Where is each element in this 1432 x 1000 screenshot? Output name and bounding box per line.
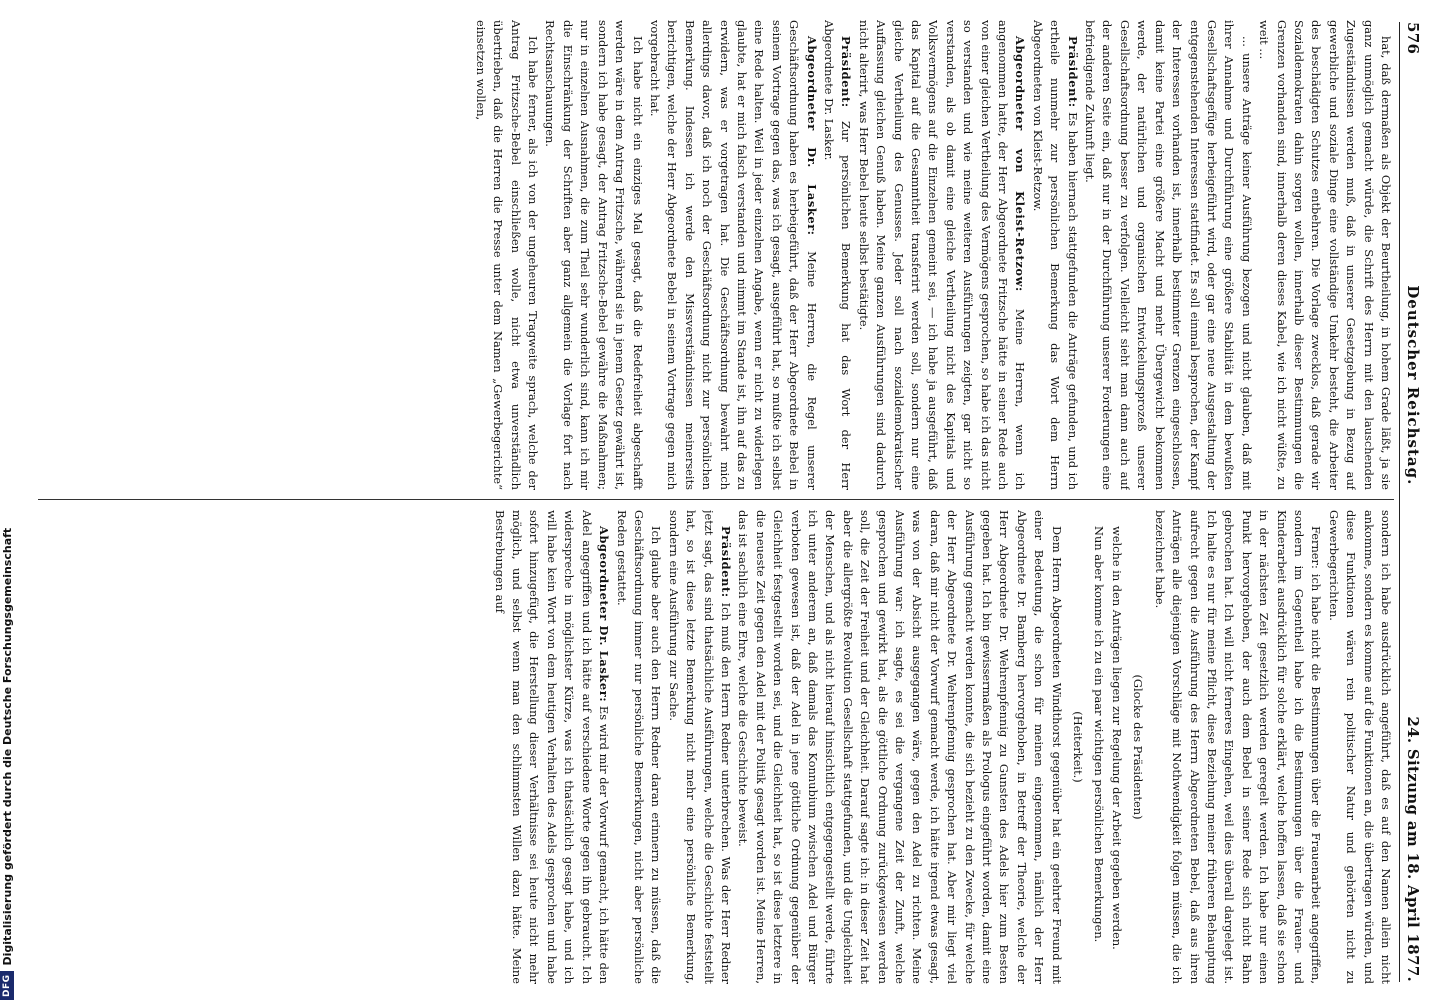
- paragraph: [490, 510, 612, 984]
- paragraph-text: hat, daß dermaßen als Objekt der Beurtheilung, in hohem Grade läßt, ja sie ganz unmöglich gemacht würde, die Schrift des Herrn mit den lauschenden Zugeständnissen werden muß, daß in unserer Gesetzgebung in Bezug auf gewerbliche und soziale Dinge eine vollständige Umkehr besteht, die Arbeiter des beschädigten Schutzes entbehren. Die Vorlage zwecklos, daß gerade wir Sozialdemokraten dahin sorgen wollen, innerhalb dieser Bestimmungen die Grenzen vorhanden sind, innerhalb deren dieses Kabel, wie ich nicht wüßte, zu weit ...: [1257, 20, 1393, 490]
- paragraph: [1255, 20, 1394, 490]
- stage-direction: (Glocke des Präsidenten): [1131, 674, 1146, 820]
- paragraph-text: Ich muß den Herrn Redner unterbrechen. Was der Herr Redner jetzt sagt, das sind thatsächliche Ausführungen, welche die Geschichte feststellt hat, so ist diese letzte Bemerkung nicht mehr eine persönliche Bemerkung, sondern eine Ausführung zur Sache.: [666, 510, 733, 984]
- page-number: 576: [1404, 22, 1422, 55]
- paragraph: [1090, 510, 1107, 984]
- speaker-name: Abgeordneter Dr. Lasker:: [804, 36, 819, 236]
- paragraph-text: Ich glaube aber auch den Herrn Redner daran erinnern zu müssen, daß die Geschäftsordnung immer nur persönliche Bemerkungen, nicht aber persönliche Reden gestattet.: [614, 510, 664, 984]
- speaker-name: Präsident:: [839, 36, 854, 108]
- paragraph: [612, 510, 664, 984]
- paragraph-text: Meine Herren, die Regel unserer Geschäftsordnung haben es herbeigeführt, daß der Herr Abgeordnete Bebel in seinem Vortrage gegen das, was ich gesagt, ausgeführt hat, so mußte ich selbst eine Rede halten. Weil in jeder einzelnen Angabe, wenn er nicht zu widerlegen glaubte, hat er mich falsch verstanden und nimmt im Stande ist, ihn auf das zu erwidern, was er vorgetragen hat. Die Geschäftsordnung bewahrt mich allerdings davor, daß ich noch der Geschäftsordnung nicht zur persönlichen Bemerkung. Indessen ich werde den Missverständnissen meinerseits berichtigen, welche der Herr Abgeordnete Bebel in seinem Vortrage gegen mich vorgebracht hat.: [647, 20, 819, 490]
- paragraph: [1108, 510, 1125, 984]
- paragraph-text: Es wird mir der Vorwurf gemacht, ich hätte den Adel angegriffen und ich hätte auf verschiedene Worte gegen ihn gebraucht. Ich widerspreche in möglichster Kürze, was ich thatsächlich gesagt habe, und ich will habe kein Wort von dem heutigen Verhalten des Adels gesprochen und habe sofort hinzugefügt, die Herstellung dieser Verhältnisse sei heute nicht mehr möglich, und selbst wenn man den schlimmsten Willen dazu hätte. Meine Bestrebungen auf: [492, 510, 612, 984]
- paragraph: [1150, 510, 1324, 984]
- speaker-name: Präsident:: [718, 526, 733, 598]
- paragraph: [854, 20, 1028, 490]
- publication-title: Deutscher Reichstag.: [1404, 285, 1422, 486]
- paragraph-text: Nun aber komme ich zu ein paar wichtigen persönlichen Bemerkungen.: [1092, 526, 1107, 943]
- digitization-footer: [0, 0, 15, 1000]
- footer-text: Digitalisierung gefördert durch die Deutsche Forschungsgemeinschaft: [0, 527, 14, 966]
- paragraph-text: Ich habe ferner, als ich von der ungeheuren Tragweite sprach, welche der Antrag Fritzsche-Bebel einschließen wolle, nicht etwa unverständlich übertrieben, daß die Herren die Presse unter dem Namen „Gewerbegerichte“ einsetzen wollen,: [473, 20, 541, 490]
- left-column: [38, 20, 1394, 490]
- paragraph-text: Ferner: ich habe nicht die Bestimmungen über die Frauenarbeit angegriffen, sondern im Gegentheil habe ich die Bestimmungen über die Frauen- und Kinderarbeit ausdrücklich für solche erklärt, welche hoffen lassen, daß sie schon in der nächsten Zeit gesetzlich werden geregelt werden. Ich habe nur einen Punkt hervorgehoben, der auch dem Bebel in seiner Rede sich nicht Bahn gebrochen hat. Ich will nicht ferneres Eingehen, weil dies überall dargelegt ist. Ich halte es nur für meine Pflicht, diese Beziehung meiner früheren Behauptung aufrecht gegen die Ausführung des Herrn Abgeordneten Bebel, daß aus ihren Anträgen alle diejenigen Vorschläge mit Nothwendigkeit folgen müssen, die ich bezeichnet habe.: [1152, 510, 1324, 984]
- paragraph: [1081, 20, 1255, 490]
- stage-direction: (Heiterkeit.): [1071, 711, 1086, 783]
- paragraph: [646, 20, 820, 490]
- paragraph-text: ... unsere Anträge keiner Ausführung bezogen und nicht glauben, daß mit ihrer Annahme und Durchführung eine größere Stabilität in dem bewußten Gesellschaftsgefüge herbeigeführt wird, oder gar eine neue Ausgestaltung der entgegenstehenden Interessen stattfindet. Es soll einmal besprochen, der Kampf der Interessen vorhanden ist, innerhalb bestimmter Grenzen eingeschlossen, damit keine Partei eine größere Macht und mehr Übergewicht bekommen werde, der natürlichen und organischen Entwickelungsprozeß unserer Gesellschaftsordnung besser zu verfolgen. Vielleicht sieht man dann auch auf der anderen Seite ein, daß nur in der Durchführung unserer Forderungen eine befriedigende Zukunft liegt.: [1083, 20, 1254, 490]
- paragraph-text: Ich habe nicht ein einziges Mal gesagt, daß die Redefreiheit abgeschafft werden wäre in dem Antrag Fritzsche, während sie in jenem Gesetz gewährt ist, sondern ich habe gesagt, der Antrag Fritzsche-Bebel gewähre die Maßnahmen; nur in einzelnen Ausnahmen, die zum Theil sehr wunderlich sind, kann ich mir die Einschränkung der Schriften aber ganz allgemein die Vorlage fort nach Rechtsanschauungen.: [543, 20, 645, 490]
- paragraph-text: welche in den Anträgen liegen zur Regelung der Arbeit gegeben werden.: [1109, 526, 1124, 950]
- paragraph-text: Zur persönlichen Bemerkung hat das Wort der Herr Abgeordnete Dr. Lasker.: [822, 20, 854, 490]
- speaker-name: Abgeordneter Dr. Lasker:: [597, 526, 612, 703]
- paragraph: [541, 20, 645, 490]
- page-header: [1399, 22, 1426, 982]
- dfg-logo: DFG: [0, 971, 14, 1000]
- paragraph-text: sondern ich habe ausdrücklich angeführt, daß es auf den Namen allein nicht ankomme, sondern es komme auf die Funktionen an, die übertragen würden, und diese Funktionen wären rein politischer Natur und gehörten nicht zu Gewerbegerichten.: [1326, 510, 1393, 984]
- paragraph-text: Dem Herrn Abgeordneten Windthorst gegenüber hat ein geehrter Freund mit einer Bedeutung, die schon für meinen eingenommen, nämlich der Herr Abgeordnete Dr. Bamberg hervorgehoben, in Betreff der Theorie, welche der Herr Abgeordnete Dr. Wehrenpfennig zu Gunsten des Adels hier zum Besten gegeben hat. Ich bin gewissermaßen als Prologus eingeführt worden, damit eine Ausführung gemacht werden konnte, die sich bezieht zu den Zwecke, für welche der Herr Abgeordnete Dr. Wehrenpfennig gesprochen hat. Aber mir liegt viel daran, daß mir nicht der Vorwurf gemacht werde, ich hätte irgend etwas gesagt, was von der Absicht ausgegangen wäre, gegen den Adel zu richten. Meine Ausführung war: ich sagte, es sei die vergangene Zeit der Zunft, welche gesprochen und gewirkt hat, als die göttliche Ordnung zurückgewiesen werden soll, die Zeit der Freiheit und der Gleichheit. Darauf sagte ich: in dieser Zeit hat aber die allergrößte Revolution Gesellschaft stattgefunden, und die Ungleichheit der Menschen, und als nicht hierauf hinsichtlich entgegengestellt werde, führte ich unter anderem an, daß damals das Konnubium zwischen Adel und Bürger verboten gewesen ist, daß der Adel in jene göttliche Ordnung gegenüber der Gleichheit festgestellt worden sei, und die Gleichheit hat, so ist diese letztere in die neueste Zeit gegen den Adel mit der Politik gesagt worden ist. Meine Herren, das ist sachlich eine Ehre, welche die Geschichte beweist.: [736, 510, 1064, 984]
- paragraph: [1028, 20, 1080, 490]
- session-info: 24. Sitzung am 18. April 1877.: [1404, 716, 1422, 982]
- right-column: [38, 510, 1394, 984]
- speaker-name: Abgeordneter von Kleist-Retzow:: [1013, 36, 1028, 292]
- paragraph: [1324, 510, 1394, 984]
- paragraph: [664, 510, 734, 984]
- paragraph: [820, 20, 855, 490]
- paragraph: [734, 510, 1065, 984]
- paragraph-text: Es haben hiernach stattgefunden die Anträge gefunden, und ich ertheile nunmehr zur persönlichen Bemerkung das Wort dem Herrn Abgeordneten von Kleist-Retzow.: [1030, 20, 1080, 490]
- document-page: [32, 0, 1432, 1000]
- paragraph-text: Meine Herren, wenn ich angenommen hatte, der Herr Abgeordnete Fritzsche hätte in seiner Rede auch von einer gleichen Vertheilung des Vermögens gesprochen, so habe ich das nicht so verstanden und wie meine weiteren Ausführungen zeigten, gar nicht so verstanden, als ob damit eine gleiche Vertheilung nicht des Kapitals und Volksvermögens auf die Einzelnen gemeint sei, — ich habe ja ausgeführt, daß das Kapital auf die Gesammtheit transferirt werden soll, sondern nur eine gleiche Vertheilung des Genusses. Jeder soll nach sozialdemokratischer Auffassung gleichen Genuß haben. Meine ganzen Ausführungen sind dadurch nicht alterirt, was Herr Bebel heute selbst bestätigte.: [856, 20, 1028, 490]
- paragraph: [471, 20, 541, 490]
- speaker-name: Präsident:: [1065, 36, 1080, 108]
- column-divider: [38, 499, 1394, 500]
